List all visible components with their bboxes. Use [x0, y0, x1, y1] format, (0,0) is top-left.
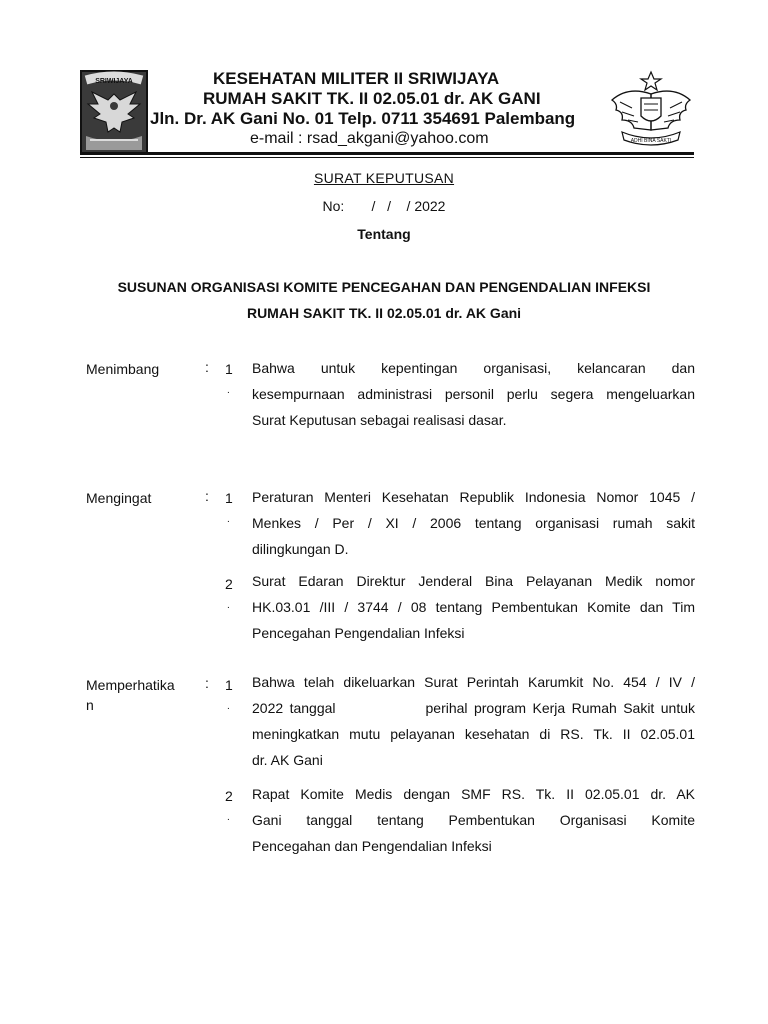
section-label — [86, 488, 198, 508]
clause-line: dilingkungan D. — [252, 541, 349, 557]
subject-line2: RUMAH SAKIT TK. II 02.05.01 dr. AK Gani — [246, 305, 522, 321]
item-number: 2 . — [225, 788, 233, 823]
clause-line: Peraturan Menteri Kesehatan Republik Indonesia Nomor 1045 / — [252, 489, 695, 505]
clause-line: Pencegahan dan Pengendalian Infeksi — [252, 838, 492, 854]
clause-line: Menkes / Per / XI / 2006 tentang organisasi rumah sakit — [252, 515, 695, 531]
clause-line: meningkatkan mutu pelayanan kesehatan di RS. Tk. II 02.05.01 — [252, 726, 695, 742]
clause-text — [252, 781, 695, 859]
section-label-text: Menimbang — [86, 361, 160, 377]
clause-line: Surat Edaran Direktur Jenderal Bina Pelayanan Medik nomor — [252, 573, 695, 589]
colon: : — [205, 359, 209, 375]
item-number: 1 . — [225, 677, 233, 712]
org-email: e-mail : rsad_akgani@yahoo.com — [250, 130, 489, 147]
header-rule-thin — [80, 157, 694, 158]
clause-line: Surat Keputusan sebagai realisasi dasar. — [252, 412, 507, 428]
org-address: Jln. Dr. AK Gani No. 01 Telp. 0711 354691 Palembang — [150, 109, 576, 128]
section-label-text: Memperhatika — [86, 677, 175, 693]
sriwijaya-emblem-logo — [80, 70, 148, 154]
org-name-line2: RUMAH SAKIT TK. II 02.05.01 dr. AK GANI — [203, 89, 541, 108]
section-label-text: Mengingat — [86, 490, 152, 506]
section-label-text: n — [86, 697, 94, 713]
document-heading: SURAT KEPUTUSAN — [313, 170, 455, 186]
clause-text — [252, 484, 695, 562]
clause-text — [252, 355, 695, 433]
section-label — [86, 675, 198, 715]
org-name-line1: KESEHATAN MILITER II SRIWIJAYA — [213, 69, 500, 88]
subject-line1: SUSUNAN ORGANISASI KOMITE PENCEGAHAN DAN PENGENDALIAN INFEKSI — [117, 279, 651, 295]
document-number: No: / / / 2022 — [322, 198, 446, 214]
left-logo-text: SRIWIJAYA — [95, 78, 133, 85]
clause-line: dr. AK Gani — [252, 752, 323, 768]
header-rule-thick — [80, 152, 694, 155]
document-about: Tentang — [357, 226, 411, 242]
section-label — [86, 359, 198, 379]
colon: : — [205, 488, 209, 504]
clause-text — [252, 669, 695, 773]
item-number: 1 . — [225, 490, 233, 525]
clause-line: Bahwa untuk kepentingan organisasi, kelancaran dan — [252, 360, 695, 376]
clause-line: Pencegahan Pengendalian Infeksi — [252, 625, 465, 641]
right-logo-text: ADHI BINA SAKTI — [630, 138, 672, 144]
clause-line: Gani tanggal tentang Pembentukan Organisasi Komite — [252, 812, 695, 828]
item-number: 1 . — [225, 361, 233, 396]
clause-line: Bahwa telah dikeluarkan Surat Perintah Karumkit No. 454 / IV / — [252, 674, 695, 690]
clause-line: HK.03.01 /III / 3744 / 08 tentang Pembentukan Komite dan Tim — [252, 599, 695, 615]
clause-line: 2022 tanggal perihal program Kerja Rumah Sakit untuk — [252, 700, 695, 716]
adhi-bina-sakti-emblem-logo — [608, 70, 694, 150]
clause-line: kesempurnaan administrasi personil perlu segera mengeluarkan — [252, 386, 695, 402]
clause-text — [252, 568, 695, 646]
clause-line: Rapat Komite Medis dengan SMF RS. Tk. II 02.05.01 dr. AK — [252, 786, 695, 802]
colon: : — [205, 675, 209, 691]
item-number: 2 . — [225, 576, 233, 611]
